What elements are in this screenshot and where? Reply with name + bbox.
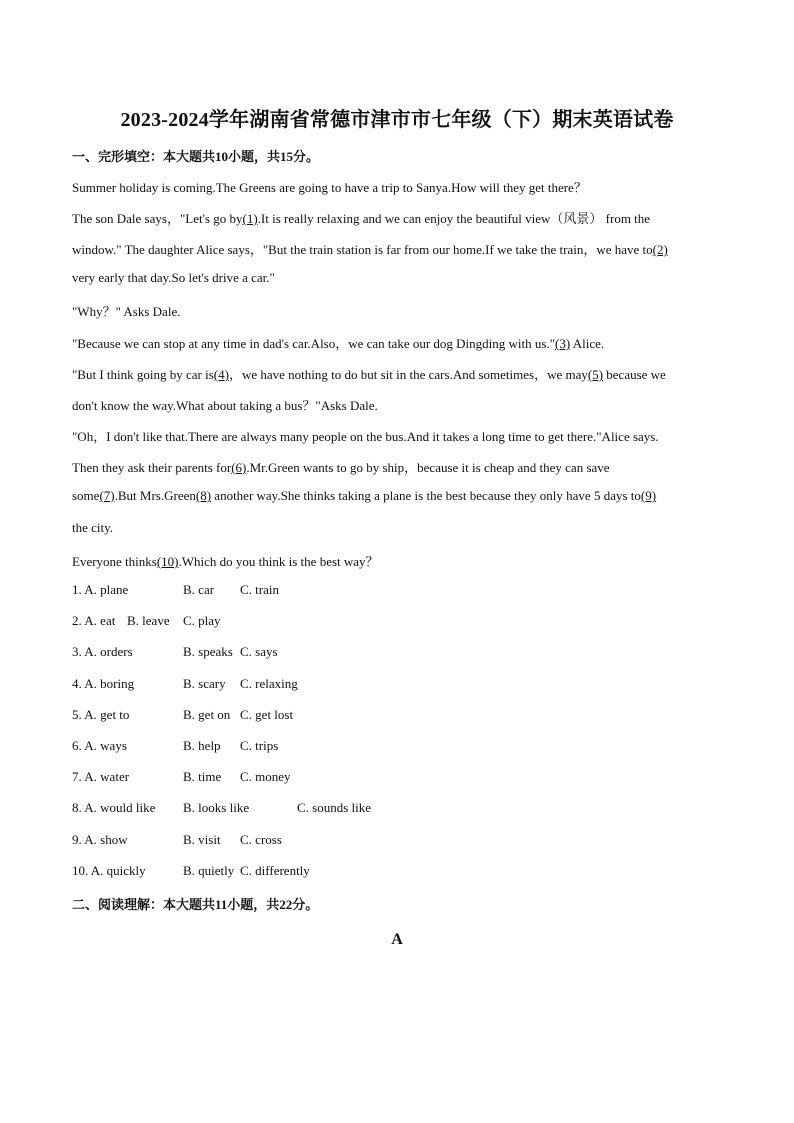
option-8-a: 8. A. would like <box>72 800 156 815</box>
option-6-b: B. help <box>183 738 221 753</box>
option-7-a: 7. A. water <box>72 769 130 784</box>
passage-a-label: A <box>391 931 403 948</box>
blank-3: (3) <box>555 336 571 351</box>
option-9-a: 9. A. show <box>72 832 128 847</box>
option-10-b: B. quietly <box>183 863 235 878</box>
passage-line-10: Then they ask their parents for(6).Mr.Green wants to go by ship，because it is cheap and they can save <box>72 460 610 475</box>
passage-line-2: The son Dale says，"Let's go by(1).It is really relaxing and we can enjoy the beautiful view（风景） from the <box>72 211 651 226</box>
blank-1: (1) <box>242 211 258 226</box>
blank-10: (10) <box>156 554 179 569</box>
blank-8: (8) <box>195 488 212 503</box>
passage-line-8: don't know the way.What about taking a bus？"Asks Dale. <box>72 398 378 413</box>
option-3-a: 3. A. orders <box>72 644 133 659</box>
option-6-a: 6. A. ways <box>72 738 127 753</box>
option-6-c: C. trips <box>240 738 279 753</box>
blank-9: (9) <box>640 488 657 503</box>
blank-2: (2) <box>652 242 668 257</box>
option-5-b: B. get on <box>183 707 231 722</box>
passage-line-1: Summer holiday is coming.The Greens are going to have a trip to Sanya.How will they get there？ <box>72 180 587 195</box>
option-3-c: C. says <box>240 644 278 659</box>
option-4-c: C. relaxing <box>240 676 298 691</box>
option-2-b: B. leave <box>127 613 170 628</box>
passage-line-11: some(7).But Mrs.Green(8) another way.She thinks taking a plane is the best because they only have 5 days to(9) <box>72 488 657 503</box>
passage-line-9: "Oh，I don't like that.There are always many people on the bus.And it takes a long time to get there."Alice says. <box>72 429 659 444</box>
option-10-a: 10. A. quickly <box>72 863 146 878</box>
option-2-a: 2. A. eat <box>72 613 116 628</box>
passage-line-4: very early that day.So let's drive a car." <box>72 270 275 285</box>
passage-line-7: "But I think going by car is(4)，we have nothing to do but sit in the cars.And sometimes，we may(5) because we <box>72 367 666 382</box>
option-1-c: C. train <box>240 582 279 597</box>
blank-6: (6) <box>231 460 247 475</box>
passage-line-3: window." The daughter Alice says，"But the train station is far from our home.If we take the train，we have to(2) <box>72 242 668 257</box>
option-10-c: C. differently <box>240 863 310 878</box>
section-1-heading: 一、完形填空：本大题共10小题，共15分。 <box>72 149 320 164</box>
blank-4: (4) <box>213 367 229 382</box>
exam-title: 2023-2024学年湖南省常德市津市市七年级（下）期末英语试卷 <box>120 109 674 131</box>
option-3-b: B. speaks <box>183 644 233 659</box>
option-2-c: C. play <box>183 613 221 628</box>
option-4-a: 4. A. boring <box>72 676 135 691</box>
option-1-a: 1. A. plane <box>72 582 129 597</box>
passage-line-13: Everyone thinks(10).Which do you think is the best way？ <box>72 554 379 569</box>
option-1-b: B. car <box>183 582 215 597</box>
option-5-c: C. get lost <box>240 707 294 722</box>
section-2-heading: 二、阅读理解：本大题共11小题，共22分。 <box>72 897 319 912</box>
option-8-b: B. looks like <box>183 800 250 815</box>
option-5-a: 5. A. get to <box>72 707 130 722</box>
option-8-c: C. sounds like <box>297 800 372 815</box>
passage-line-12: the city. <box>72 520 114 535</box>
option-9-c: C. cross <box>240 832 282 847</box>
passage-line-6: "Because we can stop at any time in dad's car.Also，we can take our dog Dingding with us."(3) Alice. <box>72 336 605 351</box>
option-4-b: B. scary <box>183 676 226 691</box>
option-7-b: B. time <box>183 769 222 784</box>
blank-7: (7) <box>99 488 115 503</box>
passage-line-5: "Why？" Asks Dale. <box>72 304 181 319</box>
option-9-b: B. visit <box>183 832 221 847</box>
option-7-c: C. money <box>240 769 291 784</box>
blank-5: (5) <box>587 367 604 382</box>
